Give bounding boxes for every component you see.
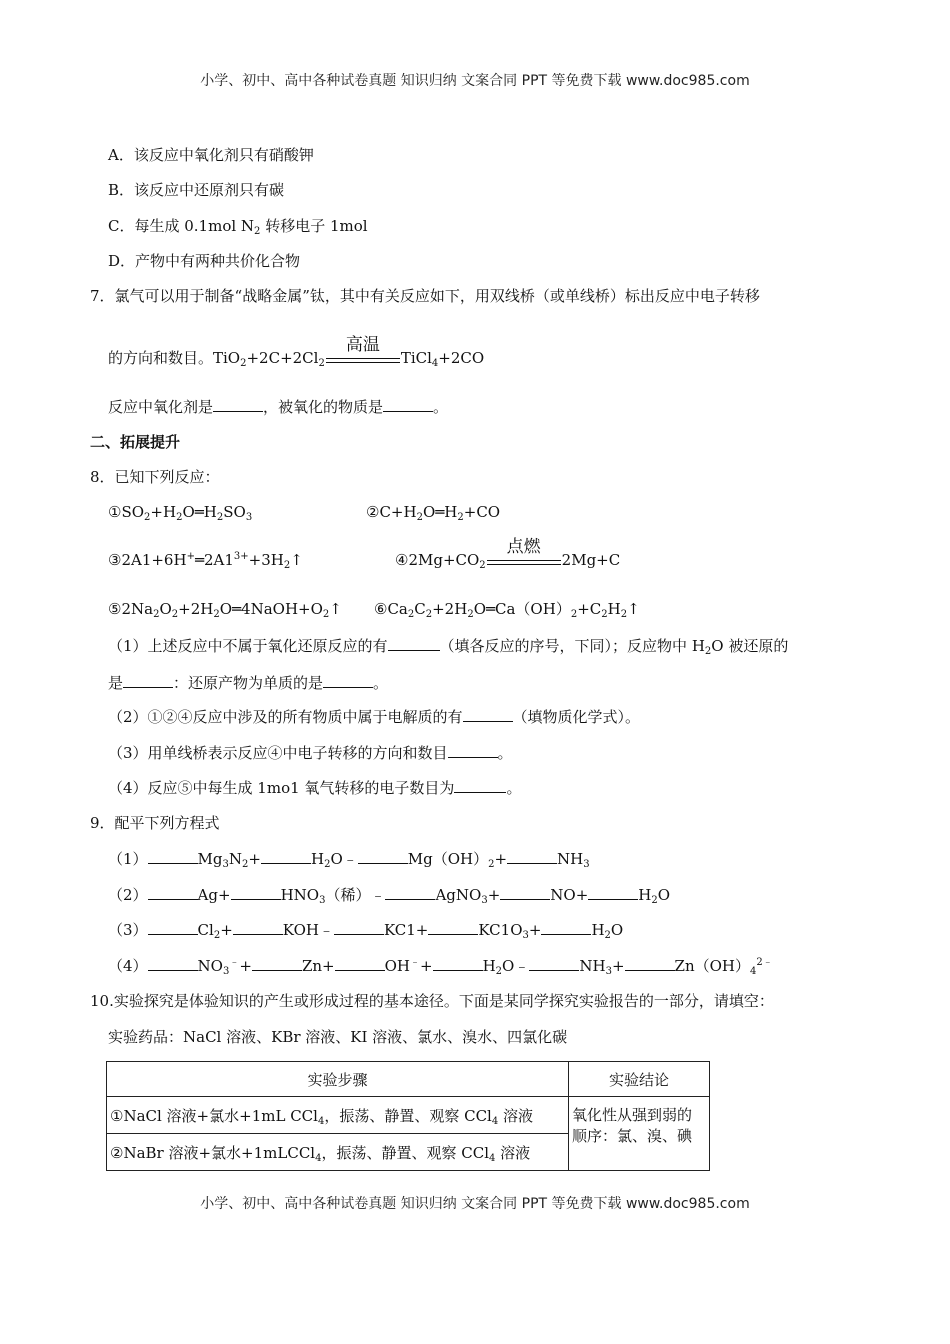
- table-row-step-1: ①NaCl 溶液+氯水+1mL CCl$_4$，振荡、静置、观察 CCl$_4$ 溶液: [107, 1097, 569, 1134]
- q9-equation-2: （2） $Ag+ HNO_3$（稀）﹣ AgNO$_3$+ $NO+ H_2O$: [108, 886, 671, 906]
- answer-blank[interactable]: [323, 673, 373, 688]
- answer-blank[interactable]: [448, 743, 498, 758]
- q7-stem: 7．氯气可以用于制备“战略金属”钛，其中有关反应如下，用双线桥（或单线桥）标出反应中电子转移: [90, 287, 760, 305]
- page-header: 小学、初中、高中各种试卷真题 知识归纳 文案合同 PPT 等免费下载 www.doc985.com: [200, 73, 750, 89]
- q8-sub-1: （1）上述反应中不属于氧化还原反应的有 （填各反应的序号，下同）；反应物中 $H_2O$ 被还原的: [108, 637, 789, 657]
- q8-reaction-6: $⑥Ca_2C_2+2H_2O═Ca(OH)_2+C_2H_2↑$: [374, 600, 640, 620]
- answer-blank[interactable]: [388, 636, 440, 651]
- q9-equation-3: （3） $Cl_2+$ KOH﹣ $KC1+ KC1O_3+ H_2O$: [108, 921, 624, 941]
- q7-equation: 的方向和数目。$TiO_2+2C+2Cl_2$ 高温 TiCl$_4$+2CO: [108, 335, 485, 369]
- q8-sub-4: （4）反应⑤中每生成 1mo1 氧气转移的电子数目为 。: [108, 779, 522, 797]
- q9-equation-4: （4） $NO_3^﹣+ Zn+ OH^﹣+$ $H_2O﹣$ $NH_3+ Zn(OH)_4^{2﹣}$: [108, 957, 773, 977]
- q10-stem: 10.实验探究是体验知识的产生或形成过程的基本途径。下面是某同学探究实验报告的一部分，请填空：: [90, 992, 774, 1010]
- q8-reaction-4: $④2Mg+CO_2$ 点燃 2Mg+C: [395, 537, 621, 571]
- q7-blanks: 反应中氧化剂是 ，被氧化的物质是 。: [108, 398, 449, 416]
- q6-option-c: C．每生成 0.1mol $N_2$ 转移电子 1mol: [108, 217, 368, 237]
- q8-sub-2: （2）①②④反应中涉及的所有物质中属于电解质的有 （填物质化学式）。: [108, 708, 641, 726]
- q8-sub-3: （3）用单线桥表示反应④中电子转移的方向和数目 。: [108, 744, 513, 762]
- answer-blank[interactable]: [454, 778, 506, 793]
- q10-drugs: 实验药品：NaCl 溶液、KBr 溶液、KI 溶液、氯水、溴水、四氯化碳: [108, 1028, 568, 1046]
- q8-reaction-2: $②C+H_2O═H_2+CO$: [366, 503, 501, 523]
- q8-reaction-3: $③2A1+6H^+═2A1^{3+}+3H_2↑$: [108, 551, 303, 571]
- q8-stem: 8．已知下列反应：: [90, 468, 220, 486]
- experiment-table: [106, 1061, 710, 1171]
- page-footer: 小学、初中、高中各种试卷真题 知识归纳 文案合同 PPT 等免费下载 www.doc985.com: [200, 1196, 750, 1212]
- table-header-conclusion: 实验结论: [569, 1062, 710, 1097]
- answer-blank[interactable]: [463, 707, 513, 722]
- answer-blank[interactable]: [123, 673, 173, 688]
- q9-stem: 9．配平下列方程式: [90, 814, 220, 832]
- reaction-condition-high-temp: 高温: [326, 349, 400, 369]
- q6-option-d: D．产物中有两种共价化合物: [108, 252, 301, 270]
- table-header-steps: 实验步骤: [107, 1062, 569, 1097]
- answer-blank[interactable]: [383, 397, 433, 412]
- table-row-step-2: ②NaBr 溶液+氯水+1mLCCl$_4$，振荡、静置、观察 CCl$_4$ 溶液: [107, 1134, 569, 1171]
- q9-equation-1: （1） $Mg_3N_2+$ $H_2O﹣$ $Mg(OH)_2+ NH_3$: [108, 850, 590, 870]
- q6-option-b: B．该反应中还原剂只有碳: [108, 181, 285, 199]
- q8-sub-1-cont: 是 ：还原产物为单质的是 。: [108, 674, 389, 692]
- table-conclusion: 氧化性从强到弱的 顺序：氯、溴、碘: [569, 1097, 710, 1171]
- q8-reaction-1: $①SO_2+H_2O═H_2SO_3$: [108, 503, 253, 523]
- q6-option-a: A．该反应中氧化剂只有硝酸钾: [108, 146, 314, 164]
- q8-reaction-5: $⑤2Na_2O_2+2H_2O═4NaOH+O_2↑$: [108, 600, 342, 620]
- section-title: 二、拓展提升: [90, 433, 181, 451]
- answer-blank[interactable]: [213, 397, 263, 412]
- reaction-condition-ignite: 点燃: [487, 551, 561, 571]
